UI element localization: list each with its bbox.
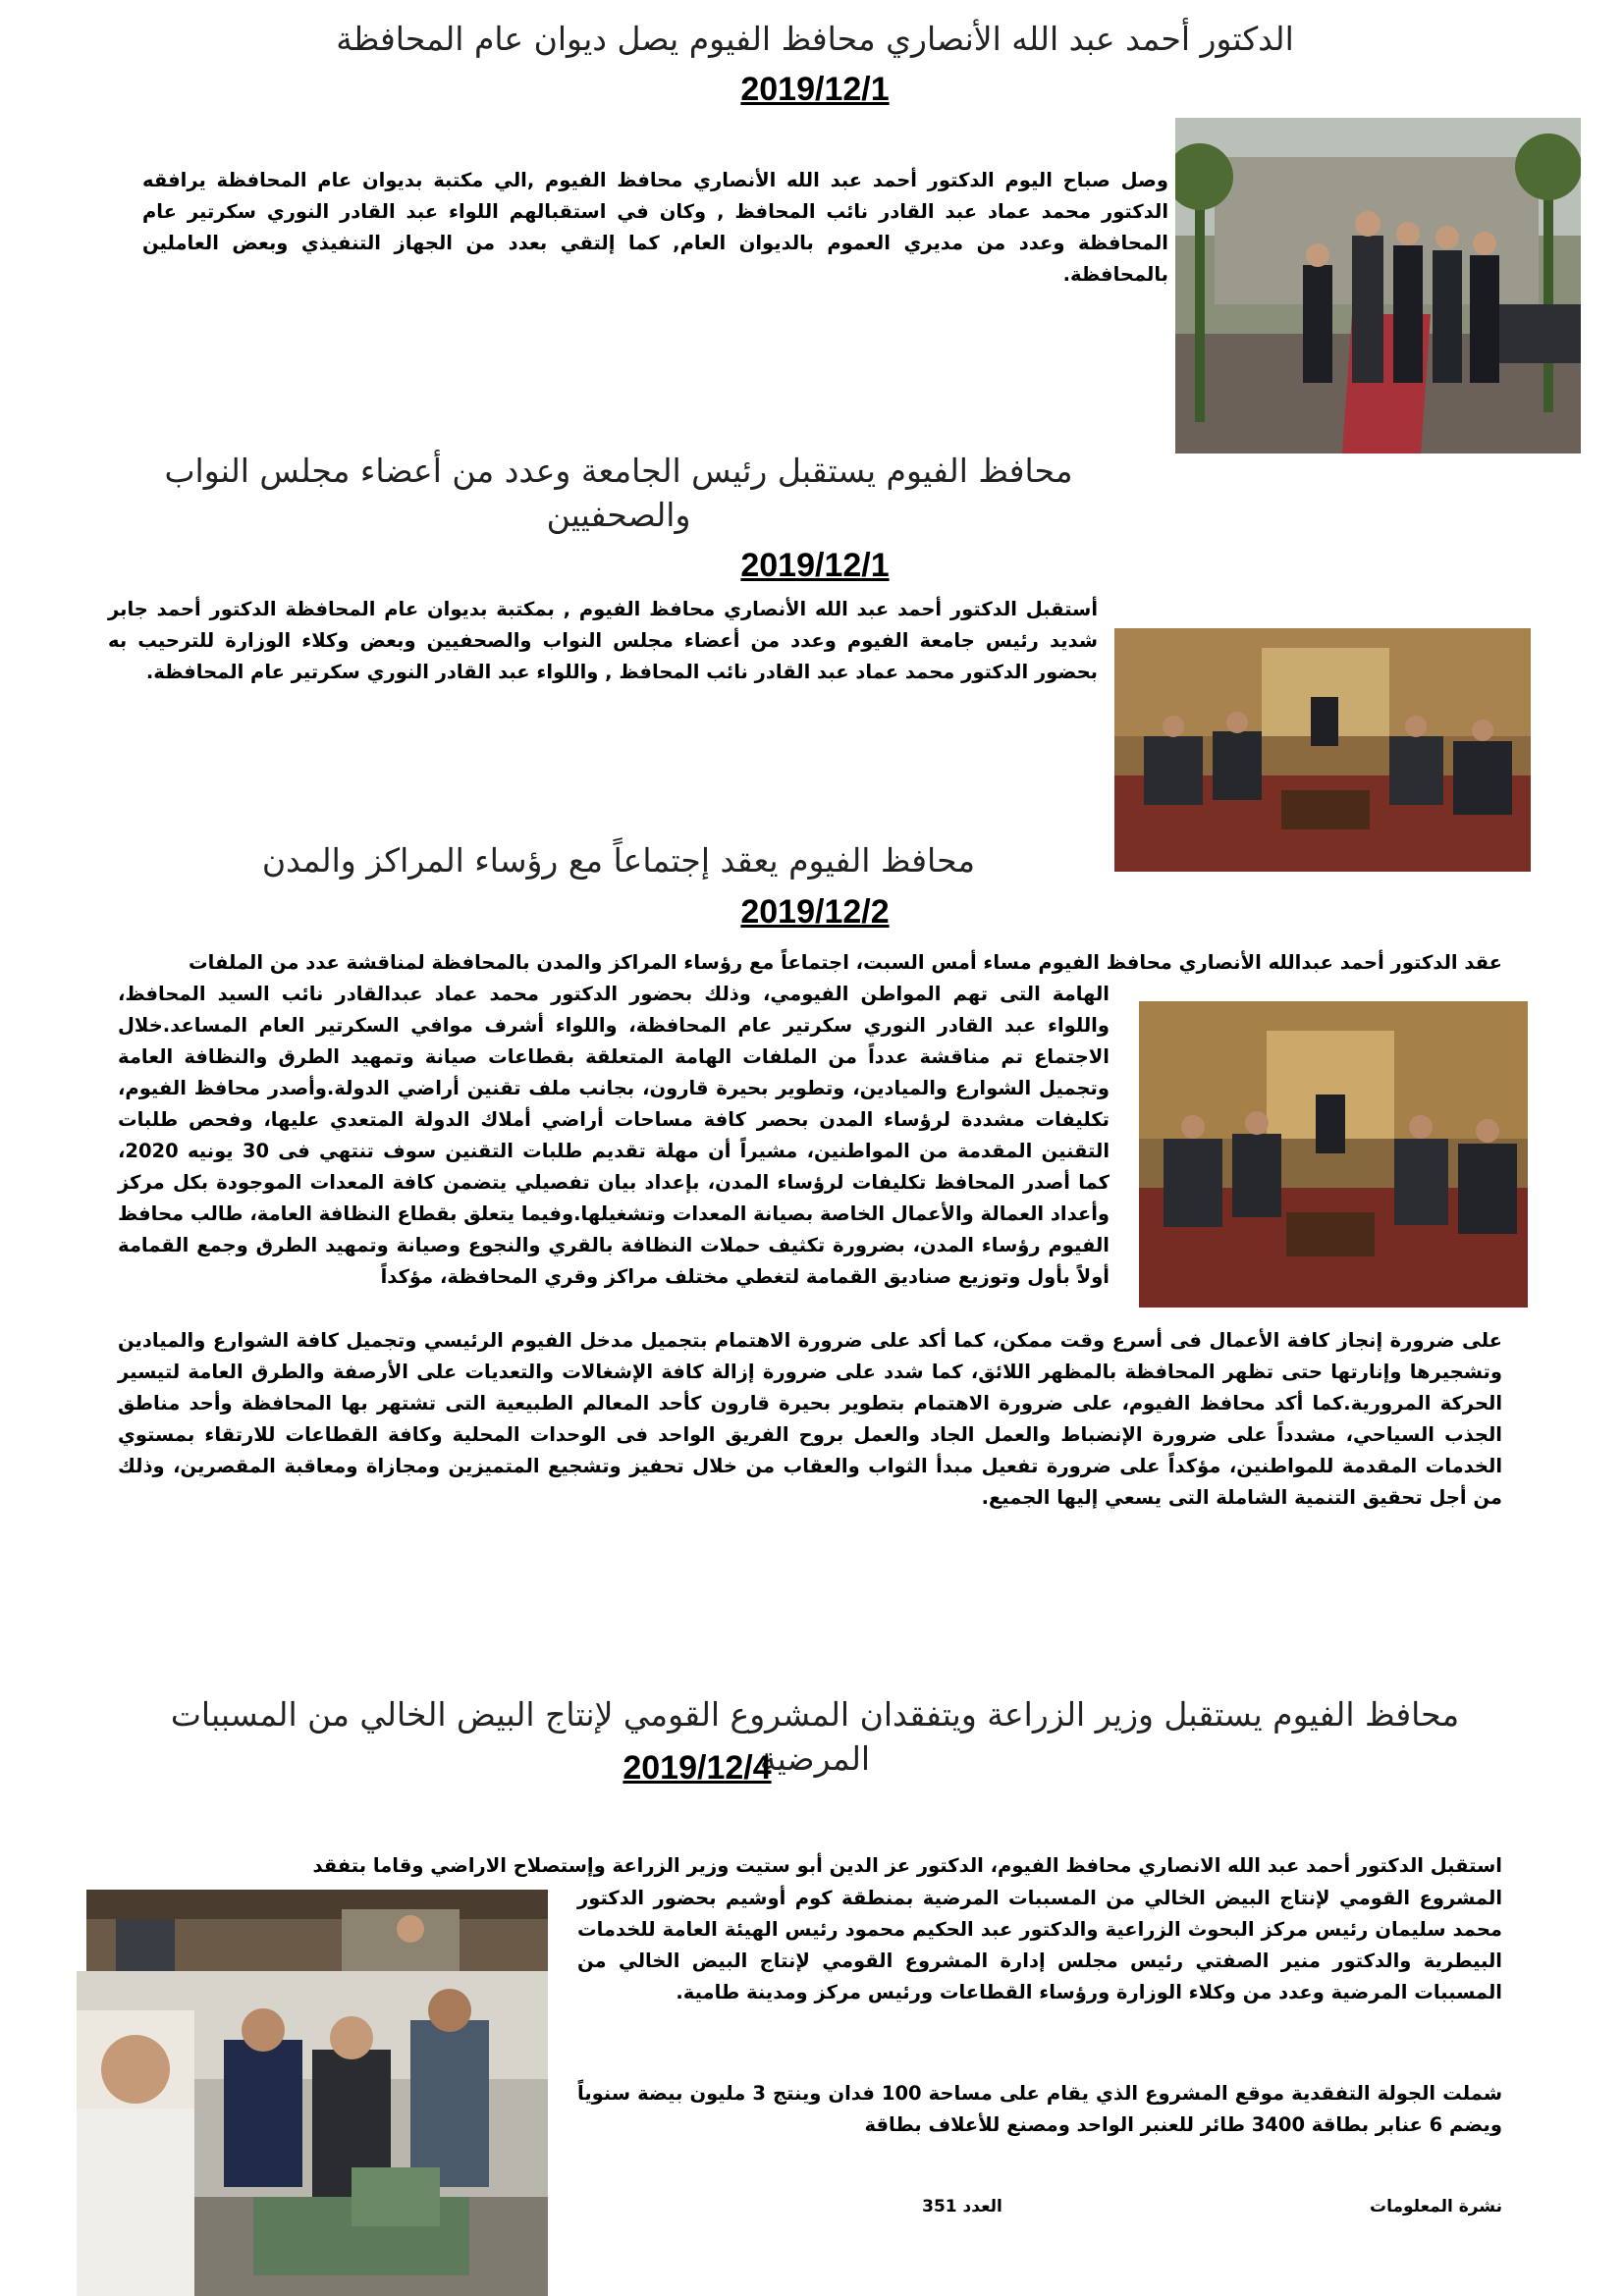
article-2-date: 2019/12/1 [740, 547, 890, 584]
article-3-body-top: عقد الدكتور أحمد عبدالله الأنصاري محافظ الفيوم مساء أمس السبت، اجتماعاً مع رؤساء المراكز والمدن بالمحافظة لمناقشة عدد من الملفات [189, 951, 1502, 974]
footer-issue-number: العدد 351 [922, 2197, 1002, 2216]
article-1-photo-arrival [1175, 118, 1581, 454]
article-2-body: أستقبل الدكتور أحمد عبد الله الأنصاري محافظ الفيوم , بمكتبة بديوان عام المحافظة الدكتور أحمد جابر شديد رئيس جامعة الفيوم وعدد من أعضاء مجلس النواب والصحفيين وبعض وكلاء الوزارة للترحيب به بحضور الدكتور محمد عماد عبد القادر نائب المحافظ , واللواء عبد القادر النوري سكرتير عام المحافظة. [108, 598, 1098, 683]
article-1-date: 2019/12/1 [740, 71, 890, 108]
article-3-body-bottom: على ضرورة إنجاز كافة الأعمال فى أسرع وقت ممكن، كما أكد على ضرورة الاهتمام بتجميل مدخل الفيوم الرئيسي وتجميل كافة الشوارع والميادين وتشجيرها وإنارتها حتى تظهر المحافظة بالمظهر اللائق، كما شدد على ضرورة إزالة كافة الإشغالات والتعديات على الأرصفة والطرق العامة لتيسير الحركة المرورية.كما أكد محافظ الفيوم، على ضرورة الاهتمام بتطوير بحيرة قارون كأحد المعالم الطبيعية التى تشتهر بها المحافظة وأحد مناطق الجذب السياحي، مشدداً على ضرورة الإنضباط والعمل الجاد والعمل بروح الفريق الواحد فى الوحدات المحلية وكافة القطاعات للارتقاء بمستوي الخدمات المقدمة للمواطنين، مؤكداً على ضرورة تفعيل مبدأ الثواب والعقاب من خلال تحفيز وتشجيع المتميزين ومجازاة ومعاقبة المقصرين، وذلك من أجل تحقيق التنمية الشاملة التى يسعي إليها الجميع. [118, 1329, 1502, 1509]
article-1-body: وصل صباح اليوم الدكتور أحمد عبد الله الأنصاري محافظ الفيوم ,الي مكتبة بديوان عام المحافظة يرافقه الدكتور محمد عماد عبد القادر نائب المحافظ , وكان في استقبالهم اللواء عبد القادر النوري سكرتير عام المحافظة وعدد من مديري العموم بالديوان العام, كما إلتقي بعدد من الجهاز التنفيذي وبعض العاملين بالمحافظة. [142, 169, 1168, 286]
article-1-title: الدكتور أحمد عبد الله الأنصاري محافظ الفيوم يصل ديوان عام المحافظة [336, 20, 1294, 58]
article-4-date: 2019/12/4 [623, 1749, 772, 1787]
article-3-date: 2019/12/2 [740, 893, 890, 931]
article-4-title: محافظ الفيوم يستقبل وزير الزراعة ويتفقدان المشروع القومي لإنتاج البيض الخالي من المسببات المرضية [170, 1695, 1460, 1778]
article-4-body-side: المشروع القومي لإنتاج البيض الخالي من المسببات المرضية بمنطقة كوم أوشيم بحضور الدكتور محمد سليمان رئيس مركز البحوث الزراعية والدكتور عبد الحكيم محمود رئيس الهيئة العامة للخدمات البيطرية والدكتور منير الصفتي رئيس مجلس إدارة المشروع القومي لإنتاج البيض الخالي من المسببات المرضية وعدد من وكلاء الوزارة ورؤساء القطاعات ورئيس مركز ومدينة طامية. [577, 1887, 1502, 2003]
article-2-title: محافظ الفيوم يستقبل رئيس الجامعة وعدد من أعضاء مجلس النواب والصحفيين [164, 452, 1073, 534]
article-3-photo-meeting [1139, 1001, 1528, 1308]
article-3-title: محافظ الفيوم يعقد إجتماعاً مع رؤساء المراكز والمدن [261, 841, 976, 880]
article-4-body-top: استقبل الدكتور أحمد عبد الله الانصاري محافظ الفيوم، الدكتور عز الدين أبو ستيت وزير الزراعة وإستصلاح الاراضي وقاما بتفقد [312, 1854, 1502, 1877]
article-4-photo-workshop [86, 1890, 548, 1974]
article-2-photo-meeting [1114, 628, 1531, 872]
article-3-body-side: الهامة التى تهم المواطن الفيومي، وذلك بحضور الدكتور محمد عماد عبدالقادر نائب السيد المحافظ، واللواء عبد القادر النوري سكرتير عام المحافظة، واللواء أشرف موافي السكرتير العام المساعد.خلال الاجتماع تم مناقشة عدداً من الملفات الهامة المتعلقة بقطاعات صيانة وتمهيد الطرق والنظافة العامة وتجميل الشوارع والميادين، وتطوير بحيرة قارون، بجانب ملف تقنين أراضي الدولة.وأصدر محافظ الفيوم، تكليفات مشددة لرؤساء المدن بحصر كافة مساحات أراضي أملاك الدولة المتعدي عليها، وفحص طلبات التقنين المقدمة من المواطنين، مشيراً أن مهلة تقديم طلبات التقنين سوف تنتهي فى 30 يونيه 2020، كما أصدر المحافظ تكليفات لرؤساء المدن، بإعداد بيان تفصيلي يتضمن كافة المعدات الموجودة بكل مركز وأعداد العمالة والأعمال الخاصة بصيانة المعدات وتشغيلها.وفيما يتعلق بقطاع النظافة العامة، طالب محافظ الفيوم رؤساء المدن، بضرورة تكثيف حملات النظافة بالقري والنجوع وصيانة وتمهيد الطرق وجمع القمامة أولاً بأول وتوزيع صناديق القمامة لتغطي مختلف مراكز وقري المحافظة، مؤكداً [118, 983, 1110, 1288]
article-4-body-side2: شملت الجولة التفقدية موقع المشروع الذي يقام على مساحة 100 فدان وينتج 3 مليون بيضة سنوياً ويضم 6 عنابر بطاقة 3400 طائر للعنبر الواحد ومصنع للأعلاف بطاقة [577, 2082, 1502, 2136]
footer-publication: نشرة المعلومات [1369, 2197, 1502, 2216]
article-4-photo-machine [77, 1971, 548, 2296]
